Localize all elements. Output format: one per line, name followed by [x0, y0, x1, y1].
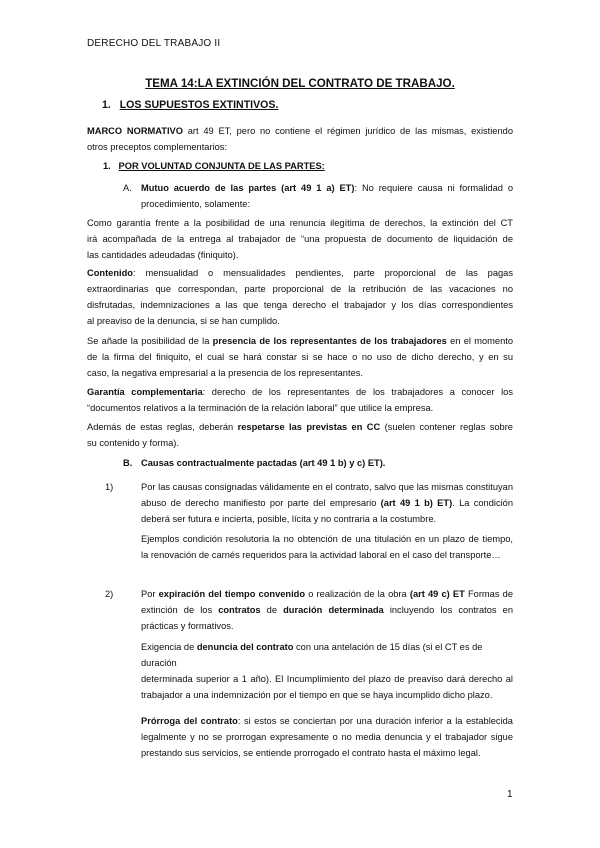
item-2-line2-end: incluyendo los contratos en	[383, 605, 514, 615]
item-2-line2-mid: de	[260, 605, 284, 615]
prorroga-line2: legalmente y no se prorrogan expresamente o no media denuncia y el trabajador sigue	[141, 732, 513, 742]
reglas-paragraph	[87, 419, 513, 451]
complementaria-paragraph	[87, 384, 513, 416]
garantia-line3: las cantidades adeudadas (finiquito).	[87, 250, 239, 260]
item-2-line1-end: Formas de	[464, 589, 513, 599]
item-2-bold4: duración determinada	[283, 605, 384, 615]
exigencia-line1-start: Exigencia de	[141, 642, 197, 652]
item-a-marker: A.	[123, 183, 132, 193]
representantes-paragraph	[87, 333, 513, 381]
ejemplos-line2: la renovación de carnés requeridos para la actividad laboral en el caso del transporte…	[141, 550, 501, 560]
representantes-line1-end: en el momento	[446, 336, 513, 346]
representantes-line3: caso, la negativa empresarial a la presencia de los representantes.	[87, 368, 363, 378]
marco-line1: art 49 ET, pero no contiene el régimen jurídico de las mismas, existiendo	[183, 126, 513, 136]
exigencia-line3: trabajador a una indemnización por el tiempo en que se haya incumplido dicho plazo.	[141, 690, 493, 700]
item-2-paragraph	[141, 586, 513, 634]
reglas-line1-end: (suelen contener reglas sobre	[380, 422, 513, 432]
item-1-line1: Por las causas consignadas válidamente en el contrato, salvo que las mismas constituyan	[141, 482, 513, 492]
marco-normativo-paragraph	[87, 123, 513, 155]
complementaria-line2: “documentos relativos a la terminación de la relación laboral” que utilice la empresa.	[87, 403, 434, 413]
reglas-line2: su contenido y forma).	[87, 438, 179, 448]
item-b-marker: B.	[123, 458, 133, 468]
item-2-bold2: (art 49 c) ET	[409, 589, 465, 599]
item-b-label: Causas contractualmente pactadas (art 49 1 b) y c) ET).	[141, 458, 386, 468]
ejemplos-paragraph	[141, 531, 513, 563]
ejemplos-line1: Ejemplos condición resolutoria la no obtención de una titulación en un plazo de tiempo,	[141, 534, 513, 544]
item-1-marker: 1)	[105, 482, 114, 492]
item-2-line2-start: extinción de los	[141, 605, 219, 615]
complementaria-line1: : derecho de los representantes de los trabajadores a conocer los	[202, 387, 514, 397]
section-heading	[102, 97, 278, 113]
item-2-line1-start: Por	[141, 589, 159, 599]
contenido-bold: Contenido	[87, 268, 133, 278]
item-1-paragraph	[141, 479, 513, 527]
reglas-line1-start: Además de estas reglas, deberán	[87, 422, 238, 432]
page-title: TEMA 14:LA EXTINCIÓN DEL CONTRATO DE TRABAJO.	[145, 77, 455, 90]
contenido-line4: al preaviso de la denuncia, si se han cumplido.	[87, 316, 280, 326]
item-a-paragraph	[141, 180, 513, 212]
contenido-line3: disfrutadas, indemnizaciones a las que tenga derecho el trabajador y los días correspondientes	[87, 300, 513, 310]
garantia-line2: irá acompañada de la entrega al trabajador de “una propuesta de documento de liquidación de	[87, 234, 513, 244]
prorroga-line3: prestando sus servicios, se entiende prorrogado el contrato hasta el máximo legal.	[141, 748, 481, 758]
garantia-paragraph	[87, 215, 513, 263]
item-1-line2-end: . La condición	[452, 498, 513, 508]
item-1-line2-start: abuso de derecho manifiesto por parte del empresario	[141, 498, 381, 508]
contenido-line1: : mensualidad o mensualidades pendientes, parte proporcional de las pagas	[132, 268, 513, 278]
representantes-line2: de la firma del finiquito, el cual se hará constar si se hace o no uso de dicho derecho, y en su	[87, 352, 513, 362]
page-header: DERECHO DEL TRABAJO II	[87, 38, 221, 49]
marco-bold: MARCO NORMATIVO	[87, 126, 183, 136]
subsection-number: 1.	[103, 161, 111, 171]
item-2-line1-mid: o realización de la obra	[305, 589, 410, 599]
marco-line2: otros preceptos complementarios:	[87, 142, 228, 152]
exigencia-paragraph	[141, 639, 513, 703]
section-label: LOS SUPUESTOS EXTINTIVOS.	[119, 99, 279, 111]
item-2-marker: 2)	[105, 589, 114, 599]
prorroga-paragraph	[141, 713, 513, 761]
reglas-bold: respetarse las previstas en CC	[237, 422, 381, 432]
contenido-paragraph	[87, 265, 513, 329]
prorroga-bold: Prórroga del contrato	[141, 716, 238, 726]
item-2-bold1: expiración del tiempo convenido	[158, 589, 306, 599]
item-1-bold: (art 49 1 b) ET)	[380, 498, 453, 508]
item-a-line1: : No requiere causa ni formalidad o	[354, 183, 514, 193]
exigencia-line2: determinada superior a 1 año). El Incumplimiento del plazo de preaviso dará derecho al	[141, 674, 513, 684]
item-2-line3: prácticas y formativos.	[141, 621, 234, 631]
complementaria-bold: Garantía complementaria	[87, 387, 203, 397]
representantes-bold: presencia de los representantes de los trabajadores	[212, 336, 447, 346]
subsection-heading	[103, 158, 325, 174]
item-2-bold3: contratos	[218, 605, 261, 615]
contenido-line2: extraordinarias que correspondan, parte proporcional de la retribución de las vacaciones no	[87, 284, 513, 294]
section-number: 1.	[102, 99, 111, 111]
item-a-bold: Mutuo acuerdo de las partes (art 49 1 a) ET)	[141, 183, 355, 193]
page-number: 1	[507, 789, 513, 800]
subsection-label: POR VOLUNTAD CONJUNTA DE LAS PARTES:	[118, 161, 325, 171]
item-1-line3: deberá ser futura e incierta, posible, lícita y no contraria a la costumbre.	[141, 514, 437, 524]
exigencia-bold: denuncia del contrato	[196, 642, 294, 652]
prorroga-line1: : si estos se conciertan por una duración inferior a la establecida	[237, 716, 513, 726]
exigencia-line1-end: con una antelación de 15 días (si el CT es de duración	[141, 642, 483, 668]
representantes-line1-start: Se añade la posibilidad de la	[87, 336, 213, 346]
item-a-line2: procedimiento, solamente:	[141, 199, 251, 209]
garantia-line1: Como garantía frente a la posibilidad de una renuncia ilegítima de derechos, la extinción del CT	[87, 218, 513, 228]
